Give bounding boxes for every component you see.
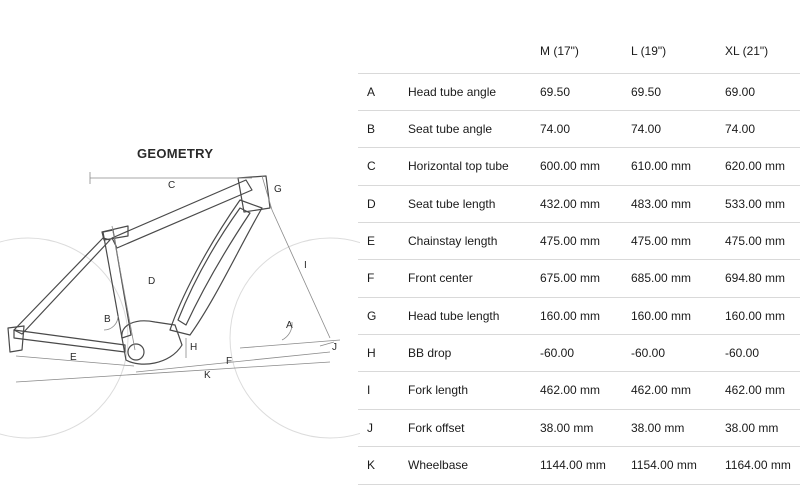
row-value-xl: 74.00 — [725, 122, 756, 136]
label-e: E — [70, 352, 77, 363]
row-value-l: 685.00 mm — [631, 271, 692, 285]
row-value-l: 462.00 mm — [631, 383, 692, 397]
row-letter: J — [367, 421, 373, 435]
table-row — [358, 222, 800, 260]
label-k: K — [204, 370, 211, 381]
row-value-xl: 533.00 mm — [725, 197, 786, 211]
table-row — [358, 334, 800, 372]
table-row — [358, 446, 800, 484]
row-value-xl: -60.00 — [725, 346, 760, 360]
row-value-xl: 1164.00 mm — [725, 458, 791, 472]
dim-k-line — [16, 362, 330, 382]
row-value-l: 38.00 mm — [631, 421, 685, 435]
table-row — [358, 297, 800, 335]
row-name: Fork length — [408, 383, 469, 397]
table-row — [358, 185, 800, 223]
table-row — [358, 371, 800, 409]
row-value-m: 432.00 mm — [540, 197, 601, 211]
front-wheel — [230, 238, 360, 438]
header-size-l: L (19") — [631, 44, 667, 58]
row-value-l: 610.00 mm — [631, 159, 692, 173]
table-row — [358, 409, 800, 447]
label-i: I — [304, 260, 307, 271]
row-value-l: 74.00 — [631, 122, 662, 136]
table-header-row — [358, 44, 800, 64]
row-letter: I — [367, 383, 371, 397]
row-value-xl: 160.00 mm — [725, 309, 786, 323]
row-value-l: 1154.00 mm — [631, 458, 697, 472]
row-value-l: -60.00 — [631, 346, 666, 360]
table-row — [358, 259, 800, 297]
row-letter: C — [367, 159, 376, 173]
seat-stay — [14, 238, 110, 334]
geometry-table — [358, 0, 800, 500]
label-c: C — [168, 180, 176, 191]
chain-stay — [14, 330, 125, 352]
row-value-m: 600.00 mm — [540, 159, 601, 173]
row-name: Seat tube angle — [408, 122, 493, 136]
row-name: Fork offset — [408, 421, 465, 435]
label-d: D — [148, 276, 156, 287]
dim-f-line — [136, 352, 330, 372]
row-value-xl: 69.00 — [725, 85, 756, 99]
row-value-l: 483.00 mm — [631, 197, 692, 211]
row-value-l: 475.00 mm — [631, 234, 692, 248]
row-letter: E — [367, 234, 376, 248]
row-value-m: 160.00 mm — [540, 309, 601, 323]
row-value-m: 675.00 mm — [540, 271, 601, 285]
row-value-m: 475.00 mm — [540, 234, 601, 248]
bike-frame-drawing — [0, 0, 360, 500]
row-value-l: 160.00 mm — [631, 309, 692, 323]
row-value-xl: 620.00 mm — [725, 159, 786, 173]
table-bottom-divider — [358, 484, 800, 485]
row-name: Head tube angle — [408, 85, 497, 99]
label-j: J — [332, 342, 337, 353]
row-value-xl: 694.80 mm — [725, 271, 786, 285]
row-letter: F — [367, 271, 375, 285]
row-name: BB drop — [408, 346, 452, 360]
row-value-m: 74.00 — [540, 122, 571, 136]
row-letter: B — [367, 122, 376, 136]
row-value-xl: 462.00 mm — [725, 383, 786, 397]
header-size-xl: XL (21") — [725, 44, 769, 58]
dim-i-line — [272, 210, 330, 338]
row-name: Seat tube length — [408, 197, 496, 211]
row-name: Wheelbase — [408, 458, 469, 472]
ground-ref-line — [240, 340, 340, 348]
row-letter: H — [367, 346, 376, 360]
row-letter: D — [367, 197, 376, 211]
row-letter: A — [367, 85, 376, 99]
row-value-xl: 475.00 mm — [725, 234, 786, 248]
row-value-m: 1144.00 mm — [540, 458, 606, 472]
row-letter: K — [367, 458, 376, 472]
rear-wheel — [0, 238, 128, 438]
label-h: H — [190, 342, 198, 353]
label-b: B — [104, 314, 111, 325]
row-value-m: 38.00 mm — [540, 421, 594, 435]
row-value-m: 462.00 mm — [540, 383, 601, 397]
row-name: Horizontal top tube — [408, 159, 509, 173]
bottom-bracket — [128, 344, 144, 360]
table-row — [358, 73, 800, 111]
battery-slot — [178, 208, 250, 325]
diagram-title: GEOMETRY — [137, 146, 214, 161]
label-a: A — [286, 320, 293, 331]
label-g: G — [274, 184, 282, 195]
geometry-diagram — [0, 0, 360, 500]
row-letter: G — [367, 309, 377, 323]
row-name: Head tube length — [408, 309, 500, 323]
row-value-m: 69.50 — [540, 85, 571, 99]
header-size-m: M (17") — [540, 44, 579, 58]
row-value-xl: 38.00 mm — [725, 421, 779, 435]
row-name: Front center — [408, 271, 473, 285]
row-name: Chainstay length — [408, 234, 498, 248]
label-f: F — [226, 356, 233, 367]
row-value-l: 69.50 — [631, 85, 662, 99]
table-row — [358, 110, 800, 148]
row-value-m: -60.00 — [540, 346, 575, 360]
table-row — [358, 147, 800, 185]
